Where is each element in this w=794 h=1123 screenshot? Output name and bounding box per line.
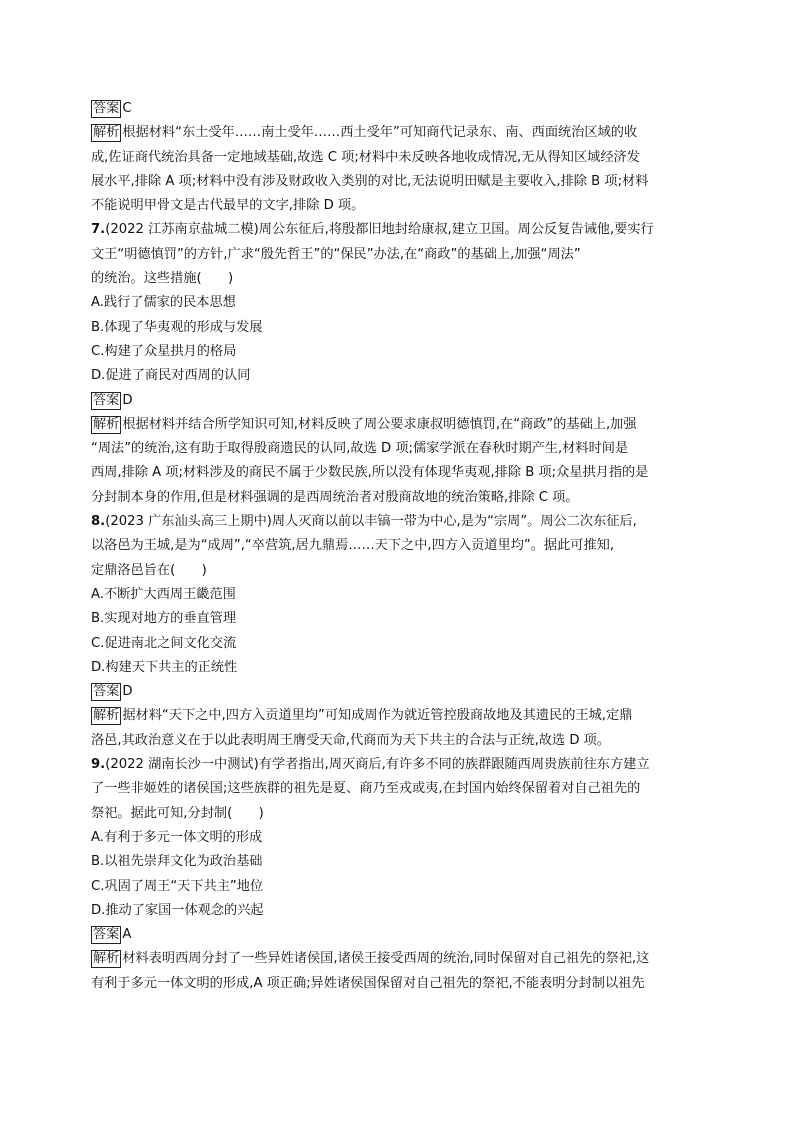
question-line: 以洛邑为王城,是为“成周”,“卒营筑,居九鼎焉……天下之中,四方入贡道里均”。据此可推知,: [91, 538, 615, 554]
answer-tag: 答案: [93, 927, 120, 943]
option-d: D.构建天下共主的正统性: [91, 659, 238, 675]
option-b: B.实现对地方的垂直管理: [91, 611, 237, 627]
analysis-text: 材料表明西周分封了一些异姓诸侯国,诸侯王接受西周的统治,同时保留对自己祖先的祭祀,这: [122, 951, 650, 967]
analysis-line: 不能说明甲骨文是古代最早的文字,排除 D 项。: [91, 198, 365, 214]
question-number: 8.: [91, 514, 106, 530]
option-c: C.巩固了周王“天下共主”地位: [91, 878, 264, 894]
answer-line: [91, 97, 707, 121]
option-a: A.践行了儒家的民本思想: [91, 295, 236, 311]
analysis-tag: 解析: [93, 416, 120, 432]
question-text: (2022 江苏南京盐城二模)周公东征后,将殷都旧地封给康叔,建立卫国。周公反复告诫他,要实行: [105, 222, 654, 238]
analysis-tag: 解析: [93, 125, 120, 141]
answer-line: [91, 923, 707, 947]
analysis-line: 展水平,排除 A 项;材料中没有涉及财政收入类别的对比,无法说明田赋是主要收入,排除 B 项;材料: [91, 173, 649, 189]
answer-tag: 答案: [93, 101, 120, 116]
analysis-line: [91, 413, 707, 437]
analysis-line: [91, 947, 707, 971]
analysis-text: 根据材料“东土受年……南土受年……西土受年”可知商代记录东、南、西面统治区域的收: [122, 125, 638, 141]
question-line: 了一些非姬姓的诸侯国;这些族群的祖先是夏、商乃至戎或夷,在封国内始终保留着对自己祖先的: [91, 781, 641, 797]
analysis-line: 洛邑,其政治意义在于以此表明周王膺受天命,代商而为天下共主的合法与正统,故选 D 项。: [91, 732, 611, 748]
option-c: C.构建了众星拱月的格局: [91, 343, 237, 359]
question-text: (2022 湖南长沙一中测试)有学者指出,周灭商后,有许多不同的族群跟随西周贵族前往东方建立: [105, 757, 650, 773]
question-line: 的统治。这些措施( ): [91, 271, 234, 287]
question-number: 7.: [91, 222, 106, 238]
analysis-tag: 解析: [93, 708, 120, 724]
answer-value: D: [122, 392, 133, 408]
analysis-text: 据材料“天下之中,四方入贡道里均”可知成周作为就近管控殷商故地及其遗民的王城,定鼎: [122, 708, 633, 724]
option-c: C.促进南北之间文化交流: [91, 635, 237, 651]
question-line: [91, 753, 707, 777]
analysis-line: “周法”的统治,这有助于取得殷商遗民的认同,故选 D 项;儒家学派在春秋时期产生,材料时间是: [91, 441, 629, 457]
question-line: 祭祀。据此可知,分封制( ): [91, 805, 264, 821]
question-line: [91, 510, 707, 534]
analysis-line: [91, 121, 707, 145]
answer-line: [91, 389, 707, 413]
answer-value: A: [122, 927, 132, 943]
analysis-line: 有利于多元一体文明的形成,A 项正确;异姓诸侯国保留对自己祖先的祭祀,不能表明分封制以祖先: [91, 975, 645, 991]
answer-value: C: [122, 101, 132, 116]
question-number: 9.: [91, 757, 106, 773]
option-d: D.促进了商民对西周的认同: [91, 368, 251, 384]
option-d: D.推动了家国一体观念的兴起: [91, 902, 264, 918]
question-text: (2023 广东汕头高三上期中)周人灭商以前以丰镐一带为中心,是为“宗周”。周公二次东征后,: [105, 514, 637, 530]
option-a: A.不断扩大西周王畿范围: [91, 586, 236, 602]
option-b: B.以祖先崇拜文化为政治基础: [91, 854, 263, 870]
analysis-line: 西周,排除 A 项;材料涉及的商民不属于少数民族,所以没有体现华夷观,排除 B 项;众星拱月指的是: [91, 465, 649, 481]
analysis-tag: 解析: [93, 951, 120, 967]
answer-tag: 答案: [93, 392, 120, 408]
question-line: 文王“明德慎罚”的方针,广求“殷先哲王”的“保民”办法,在“商政”的基础上,加强“周法”: [91, 246, 581, 262]
analysis-line: 分封制本身的作用,但是材料强调的是西周统治者对殷商故地的统治策略,排除 C 项。: [91, 489, 579, 505]
document-page: [91, 97, 707, 996]
analysis-text: 根据材料并结合所学知识可知,材料反映了周公要求康叔明德慎罚,在“商政”的基础上,加强: [122, 416, 637, 432]
answer-value: D: [122, 684, 133, 700]
analysis-line: [91, 704, 707, 728]
option-a: A.有利于多元一体文明的形成: [91, 829, 263, 845]
analysis-line: 成,佐证商代统治具备一定地域基础,故选 C 项;材料中未反映各地收成情况,无从得知区域经济发: [91, 149, 640, 165]
question-line: [91, 218, 707, 242]
question-line: 定鼎洛邑旨在( ): [91, 562, 207, 578]
option-b: B.体现了华夷观的形成与发展: [91, 319, 263, 335]
answer-tag: 答案: [93, 684, 120, 700]
answer-line: [91, 680, 707, 704]
